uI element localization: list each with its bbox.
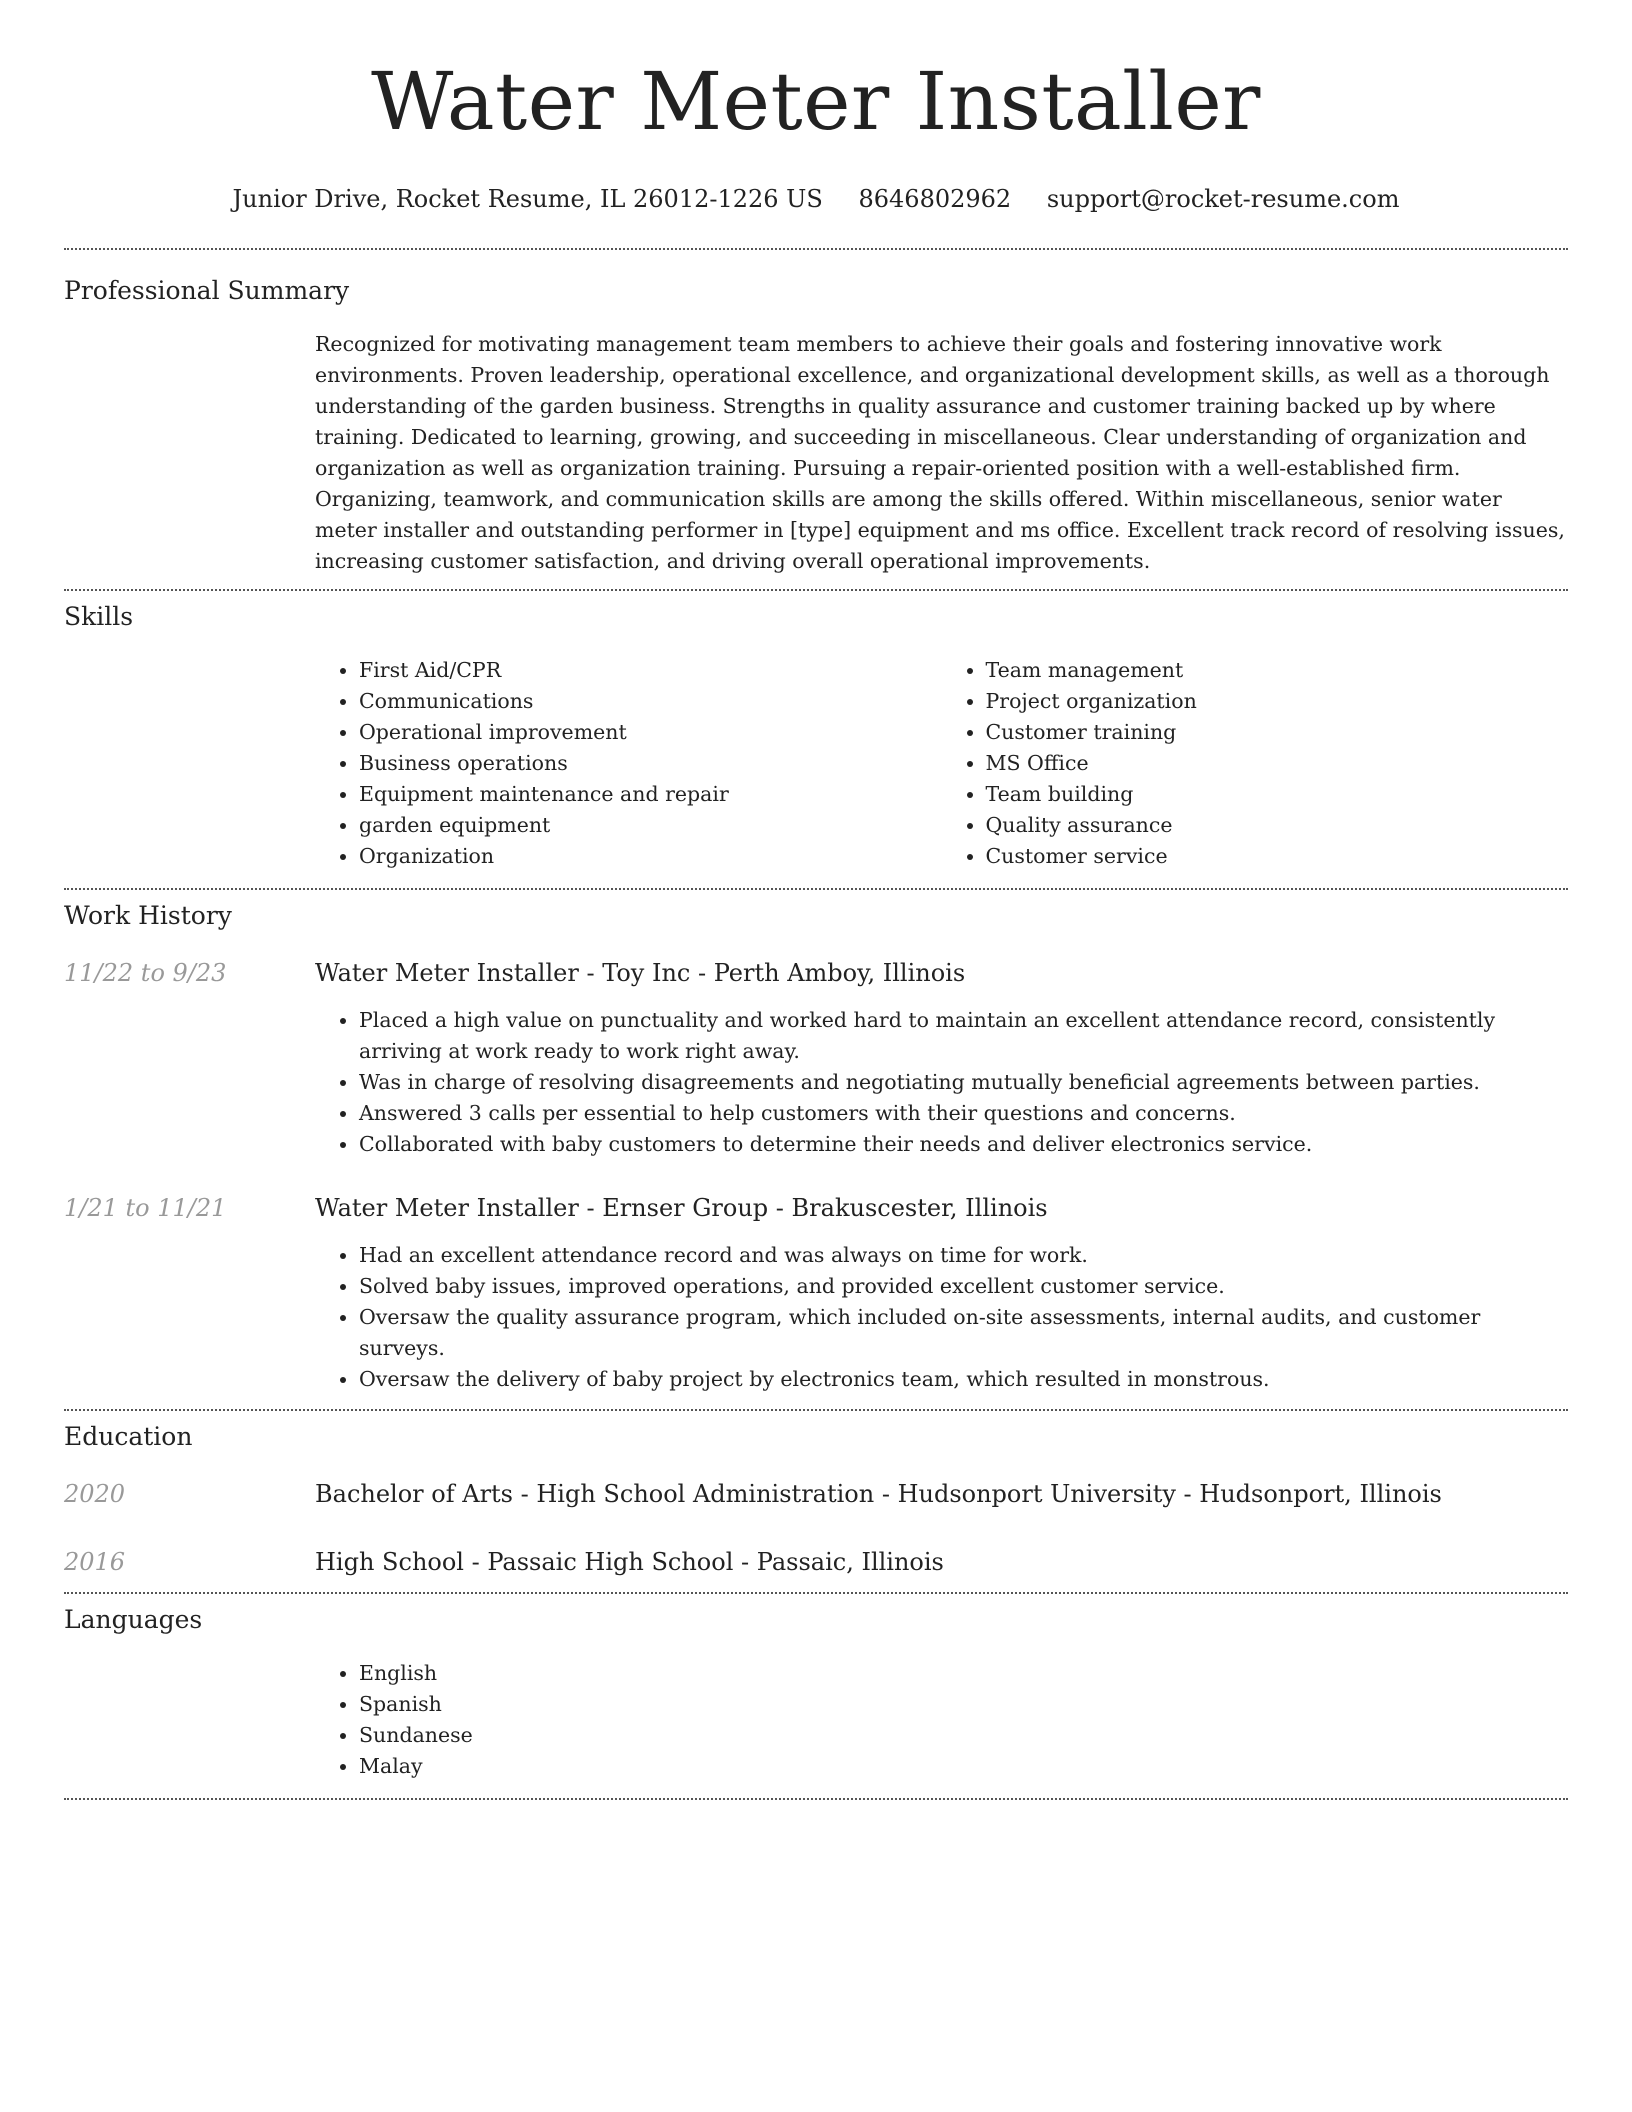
education-entry (64, 1478, 1568, 1510)
section-title-summary: Professional Summary (64, 276, 350, 305)
job-location: Brakuscester, Illinois (791, 1194, 1048, 1222)
job-dates: 1/21 to 11/21 (64, 1194, 227, 1222)
education-location: Passaic, Illinois (756, 1548, 944, 1576)
section-skills (64, 591, 1568, 888)
job-role: Water Meter Installer (315, 1194, 579, 1222)
education-title (315, 1478, 1442, 1510)
language-item: • Spanish (359, 1689, 1568, 1720)
skill-item: • Quality assurance (986, 810, 1569, 841)
skill-item: • First Aid/CPR (359, 655, 942, 686)
education-separator: - (1175, 1480, 1200, 1508)
education-school: Hudsonport University (897, 1480, 1176, 1508)
education-separator: - (733, 1548, 757, 1576)
job-company: Ernser Group (602, 1194, 769, 1222)
skills-list-left (315, 655, 942, 872)
education-school: Passaic High School (487, 1548, 734, 1576)
section-title-education: Education (64, 1422, 193, 1451)
contact-phone: 8646802962 (858, 185, 1012, 213)
education-degree: Bachelor of Arts (315, 1480, 513, 1508)
job-dates: 11/22 to 9/23 (64, 959, 227, 987)
language-item: • English (359, 1658, 1568, 1689)
job-entry (64, 1192, 1568, 1395)
section-title-skills: Skills (64, 602, 134, 631)
job-company: Toy Inc (602, 959, 691, 987)
education-location: Hudsonport, Illinois (1199, 1480, 1442, 1508)
contact-address: Junior Drive, Rocket Resume, IL 26012-1226 US (232, 185, 823, 213)
skill-item: • Organization (359, 841, 942, 872)
skill-item: • MS Office (986, 748, 1569, 779)
section-summary (64, 250, 1568, 589)
job-separator: - (578, 959, 603, 987)
skill-item: • Customer training (986, 717, 1569, 748)
education-title (315, 1546, 944, 1578)
job-bullet: • Oversaw the quality assurance program, which included on-site assessments, internal audits, and customer surveys. (359, 1302, 1568, 1364)
education-separator: - (513, 1480, 537, 1508)
skill-item: • Team building (986, 779, 1569, 810)
skill-item: • Business operations (359, 748, 942, 779)
skills-list-right (942, 655, 1569, 872)
languages-content (315, 1658, 1568, 1782)
skill-item: • Customer service (986, 841, 1569, 872)
job-separator: - (768, 1194, 792, 1222)
job-bullet: • Answered 3 calls per essential to help customers with their questions and concerns. (359, 1098, 1568, 1129)
job-bullet: • Solved baby issues, improved operations, and provided excellent customer service. (359, 1271, 1568, 1302)
job-separator: - (578, 1194, 603, 1222)
job-bullet: • Was in charge of resolving disagreements and negotiating mutually beneficial agreements between parties. (359, 1067, 1568, 1098)
language-item: • Malay (359, 1751, 1568, 1782)
education-entry (64, 1546, 1568, 1578)
divider-languages (64, 1798, 1568, 1800)
education-year: 2016 (64, 1548, 126, 1576)
job-title (315, 1192, 1048, 1224)
job-separator: - (690, 959, 714, 987)
language-item: • Sundanese (359, 1720, 1568, 1751)
job-bullet: • Had an excellent attendance record and was always on time for work. (359, 1240, 1568, 1271)
skill-item: • Communications (359, 686, 942, 717)
section-title-languages: Languages (64, 1605, 203, 1634)
section-title-work: Work History (64, 901, 232, 930)
skill-item: • Operational improvement (359, 717, 942, 748)
education-year: 2020 (64, 1480, 126, 1508)
job-location: Perth Amboy, Illinois (713, 959, 966, 987)
job-role: Water Meter Installer (315, 959, 579, 987)
job-title (315, 957, 965, 989)
skill-item: • Project organization (986, 686, 1569, 717)
resume-name: Water Meter Installer (371, 55, 1261, 148)
job-bullet: • Collaborated with baby customers to determine their needs and deliver electronics service. (359, 1129, 1568, 1160)
education-degree: High School (315, 1548, 464, 1576)
summary-content (315, 329, 1568, 577)
education-field: High School Administration (536, 1480, 875, 1508)
section-education (64, 1411, 1568, 1592)
section-work (64, 890, 1568, 1409)
job-bullet: • Oversaw the delivery of baby project by electronics team, which resulted in monstrous. (359, 1364, 1568, 1395)
section-languages (64, 1594, 1568, 1798)
contact-line (64, 184, 1568, 214)
summary-text: Recognized for motivating management team members to achieve their goals and fostering innovative work environments. Proven leadership, operational excellence, and organizational development skills, as well as a thorough understanding of the garden business. Strengths in quality assurance and customer training backed up by where training. Dedicated to learning, growing, and succeeding in miscellaneous. Clear understanding of organization and organization as well as organization training. Pursuing a repair-oriented position with a well-established firm. Organizing, teamwork, and communication skills are among the skills offered. Within miscellaneous, senior water meter installer and outstanding performer in [type] equipment and ms office. Excellent track record of resolving issues, increasing customer satisfaction, and driving overall operational improvements. (315, 332, 1565, 573)
job-bullet: • Placed a high value on punctuality and worked hard to maintain an excellent attendance record, consistently arriving at work ready to work right away. (359, 1005, 1568, 1067)
job-bullets (315, 1005, 1568, 1160)
job-bullets (315, 1240, 1568, 1395)
skill-item: • garden equipment (359, 810, 942, 841)
job-entry (64, 957, 1568, 1160)
contact-email: support@rocket-resume.com (1046, 185, 1400, 213)
skill-item: • Team management (986, 655, 1569, 686)
skills-content (315, 655, 1568, 872)
education-separator: - (463, 1548, 488, 1576)
skill-item: • Equipment maintenance and repair (359, 779, 942, 810)
education-separator: - (874, 1480, 898, 1508)
